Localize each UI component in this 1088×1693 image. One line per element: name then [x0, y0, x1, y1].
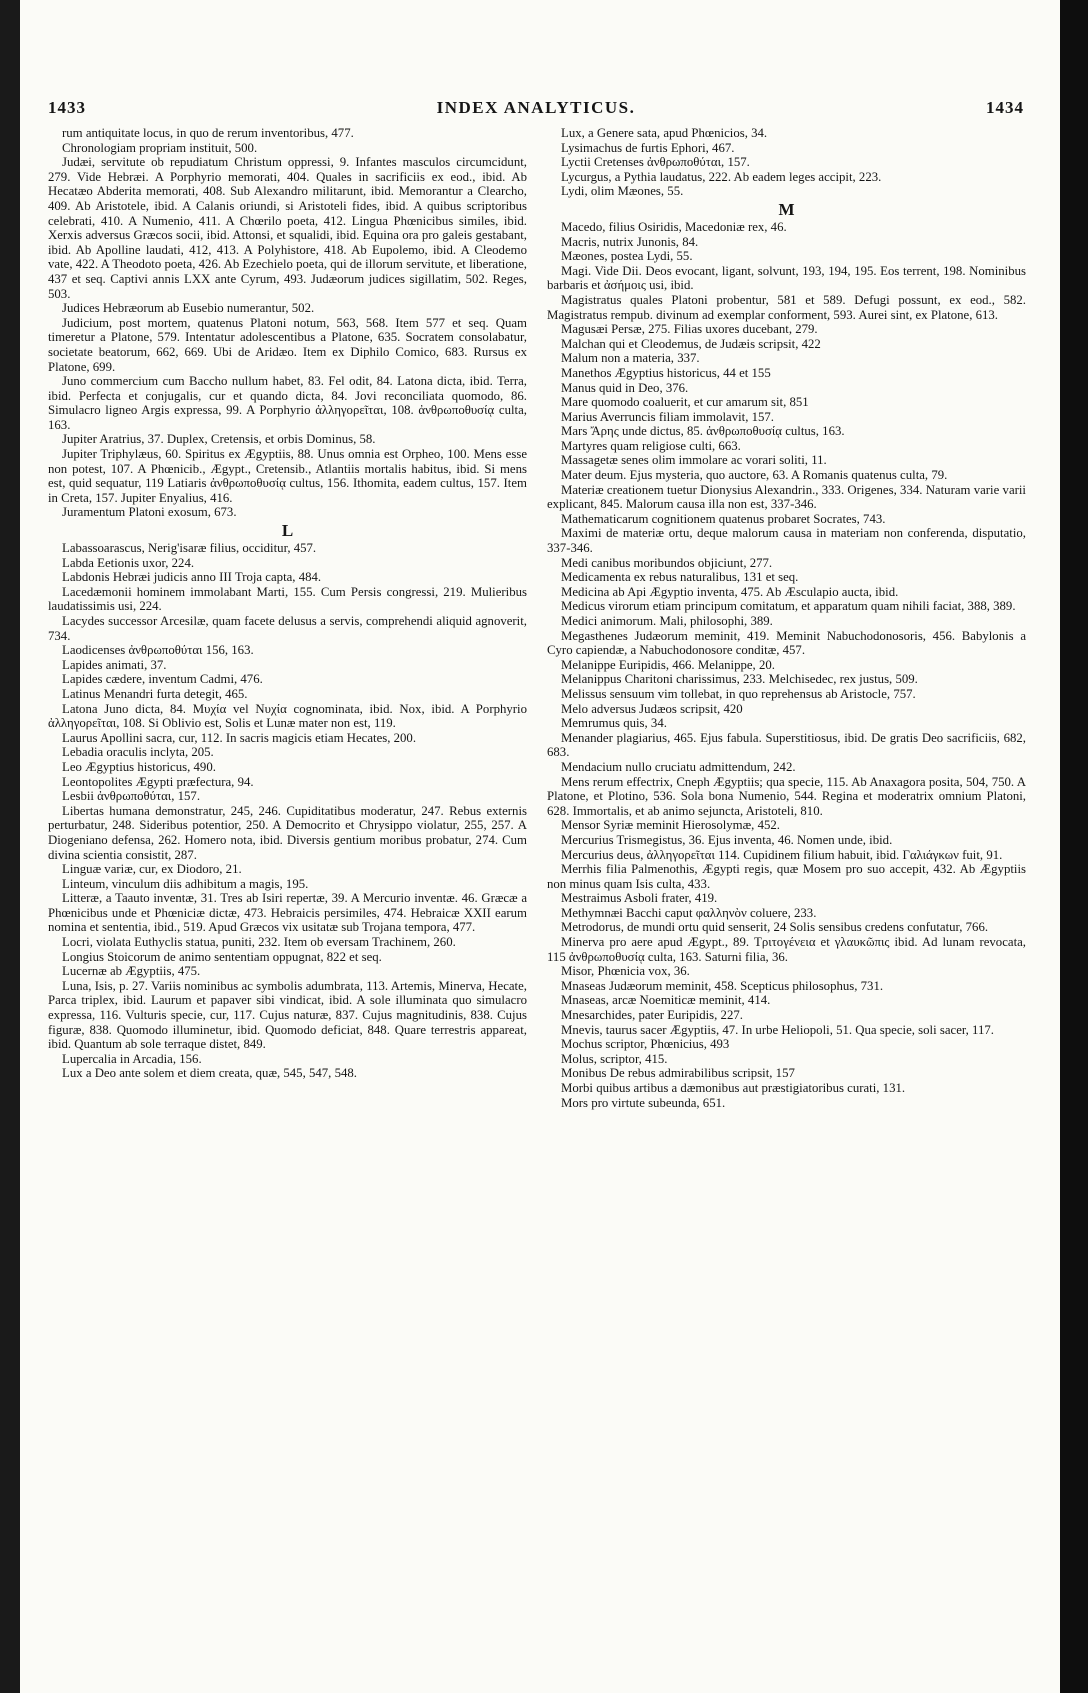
index-entry: Lapides cædere, inventum Cadmi, 476. [62, 672, 263, 687]
index-entry: Mercurius deus, ἀλληγορεῖται 114. Cupidinem filium habuit, ibid. Γαλιάγκων fuit, 91. [561, 847, 1003, 862]
index-entry: Methymnæi Bacchi caput φαλληνὸν coluere, 233. [561, 905, 817, 920]
index-entry: Maximi de materiæ ortu, deque malorum causa in materiam non conferenda, disputatio, 337-346. [547, 526, 1026, 556]
index-entry: Marius Averruncis filiam immolavit, 157. [561, 409, 775, 424]
index-entry: Mors pro virtute subeunda, 651. [561, 1095, 726, 1110]
index-entry: Mnesarchides, pater Euripidis, 227. [561, 1008, 743, 1023]
index-entry: Juramentum Platoni exosum, 673. [62, 505, 237, 520]
index-entry: Medicamenta ex rebus naturalibus, 131 et seq. [561, 570, 799, 585]
index-entry: Lyctii Cretenses ἀνθρωποθύται, 157. [561, 155, 750, 170]
scan-edge [1060, 0, 1088, 1693]
index-entry: Judicium, post mortem, quatenus Platoni notum, 563, 568. Item 577 et seq. Quam timeretur a Platone, 579. Intentatur adolescentibus a Platone, 635. Socratem consolabatur, societate beatorum, 662, 669. Ubi de Aridæo. Item ex Diphilo Comico, 683. Rursus ex Platone, 699. [48, 315, 527, 374]
index-entry: Misor, Phœnicia vox, 36. [561, 964, 690, 979]
index-entry: Megasthenes Judæorum meminit, 419. Meminit Nabuchodonosoris, 456. Babylonis a Cyro capiendæ, a Nabuchodonosore conditæ, 457. [547, 628, 1026, 658]
index-entry: Labassoarascus, Nerig'isaræ filius, occiditur, 457. [62, 541, 317, 556]
index-entry: Lucernæ ab Ægyptiis, 475. [62, 964, 201, 979]
index-entry: Medici animorum. Mali, philosophi, 389. [561, 614, 773, 628]
index-entry: Laurus Apollini sacra, cur, 112. In sacris magicis etiam Hecates, 200. [62, 730, 417, 745]
index-entry: Materiæ creationem tuetur Dionysius Alexandrin., 333. Origenes, 334. Naturam varie varii explicant, 845. Malorum causa illa non est, 337-346. [547, 482, 1026, 512]
index-entry: Labdonis Hebræi judicis anno III Troja capta, 484. [62, 570, 322, 585]
index-entry: Manus quid in Deo, 376. [561, 380, 689, 395]
index-entry: Mnevis, taurus sacer Ægyptiis, 47. In urbe Heliopoli, 51. Qua specie, soli sacer, 117. [561, 1022, 994, 1037]
index-entry: Luna, Isis, p. 27. Variis nominibus ac symbolis adumbrata, 113. Artemis, Minerva, Hecate, Parca triplex, ibid. Laurum et papaver sibi vindicat, ibid. A sole illuminata quo simulacro expressa, 116. Vulturis specie, cur, 117. Cujus naturæ, 837. Cujus magnitudinis, 838. Cujus figuræ, 838. Quomodo illuminetur, ibid. Quomodo deficiat, 848. Quare terrestris appareat, ibid. Quantum ab sole terraque distet, 849. [48, 978, 527, 1052]
index-entry: Lux, a Genere sata, apud Phœnicios, 34. [561, 126, 768, 140]
index-entry: Minerva pro aere apud Ægypt., 89. Τριτογένεια et γλαυκῶπις ibid. Ad lunam revocata, 115 ἀνθρωποθυσίᾳ culta, 163. Saturni filia, 36. [547, 935, 1026, 964]
index-entry: Malum non a materia, 337. [561, 351, 700, 366]
index-entry: Molus, scriptor, 415. [561, 1051, 668, 1066]
index-entry: Judices Hebræorum ab Eusebio numerantur, 502. [62, 301, 315, 316]
index-entry: Manethos Ægyptius historicus, 44 et 155 [561, 365, 771, 380]
index-entry: Mater deum. Ejus mysteria, quo auctore, 63. A Romanis quatenus culta, 79. [561, 468, 948, 483]
index-entry: Mathematicarum cognitionem quatenus probaret Socrates, 743. [561, 511, 886, 526]
index-entry: Lydi, olim Mæones, 55. [561, 184, 684, 199]
index-entry: Latona Juno dicta, 84. Μυχία vel Νυχία cognominata, ibid. Nox, ibid. A Porphyrio ἀλληγορεῖται, 108. Si Oblivio est, Solis et Lunæ mater non est, 119. [48, 701, 527, 731]
index-entry: Mochus scriptor, Phœnicius, 493 [561, 1037, 730, 1052]
index-entry: Lebadia oraculis inclyta, 205. [62, 745, 214, 760]
index-entry: Locri, violata Euthyclis statua, puniti, 232. Item ob eversam Trachinem, 260. [62, 935, 456, 950]
index-entry: Medicina ab Api Ægyptio inventa, 475. Ab Æsculapio aucta, ibid. [561, 584, 899, 599]
index-entry: Lapides animati, 37. [62, 657, 167, 672]
index-entry: rum antiquitate locus, in quo de rerum inventoribus, 477. [62, 126, 354, 140]
index-entry: Leo Ægyptius historicus, 490. [62, 759, 216, 774]
index-entry: Litteræ, a Taauto inventæ, 31. Tres ab Isiri repertæ, 39. A Mercurio inventæ. 46. Græcæ a Phœnicibus unde et Phœniciæ dictæ, 473. Hebraicis persimiles, 474. Hebraicæ XXII earum nomina et sententia, ibid., 519. Apud Græcos vix usitatæ sub Trojana tempora, 477. [48, 891, 527, 935]
index-entry: Mare quomodo coaluerit, et cur amarum sit, 851 [561, 395, 809, 410]
index-entry: Malchan qui et Cleodemus, de Judæis scripsit, 422 [561, 336, 821, 351]
index-entry: Mestraimus Asboli frater, 419. [561, 891, 718, 906]
left-column [48, 126, 527, 1673]
index-entry: Lux a Deo ante solem et diem creata, quæ, 545, 547, 548. [62, 1066, 357, 1081]
index-entry: Melanippus Charitoni charissimus, 233. Melchisedec, rex justus, 509. [561, 672, 918, 687]
index-entry: Monibus De rebus admirabilibus scripsit, 157 [561, 1066, 795, 1081]
index-entry: Lacydes successor Arcesilæ, quam facete delusus a servis, comprehendi aliquid agnoverit, 734. [48, 614, 527, 643]
index-entry: Mensor Syriæ meminit Hierosolymæ, 452. [561, 818, 780, 833]
page-number-left: 1433 [48, 98, 86, 117]
right-column [547, 126, 1026, 1673]
index-columns [48, 126, 1026, 1673]
index-entry: Lupercalia in Arcadia, 156. [62, 1051, 202, 1066]
index-entry: Mars Ἄρης unde dictus, 85. ἀνθρωποθυσίᾳ cultus, 163. [561, 424, 845, 439]
index-entry: Libertas humana demonstratur, 245, 246. Cupiditatibus moderatur, 247. Rebus externis perturbatur, 248. Sideribus potentior, 250. A Democrito et Chrysippo violatur, 255, 257. A Diogeniano defensa, 262. Homero nota, ibid. Diversis gentium moribus probatur, 274. Cum divina scientia consistit, 287. [48, 803, 527, 862]
index-entry: Longius Stoicorum de animo sententiam oppugnat, 822 et seq. [62, 949, 382, 964]
index-entry: Mnaseas Judæorum meminit, 458. Scepticus philosophus, 731. [561, 978, 884, 993]
section-letter: M [778, 199, 795, 219]
page-title: INDEX ANALYTICUS. [436, 98, 636, 117]
running-header [48, 98, 1024, 122]
index-entry: Mæones, postea Lydi, 55. [561, 249, 693, 264]
index-entry: Magusæi Persæ, 275. Filias uxores ducebant, 279. [561, 322, 818, 337]
index-entry: Melo adversus Judæos scripsit, 420 [561, 701, 743, 716]
index-entry: Jupiter Aratrius, 37. Duplex, Cretensis, et orbis Dominus, 58. [62, 432, 376, 447]
index-entry: Morbi quibus artibus a dæmonibus aut præstigiatoribus curati, 131. [561, 1081, 906, 1095]
index-entry: Medicus virorum etiam principum comitatum, et apparatum quam nihili faciat, 388, 389. [561, 599, 1016, 614]
index-entry: Merrhis filia Palmenothis, Ægypti regis, quæ Mosem pro suo accepit, 432. Ab Ægyptiis non minus quam Isis culta, 433. [547, 862, 1026, 891]
index-entry: Magi. Vide Dii. Deos evocant, ligant, solvunt, 193, 194, 195. Eos terrent, 198. Nominibus barbaris et ἀσήμοις usi, ibid. [547, 263, 1026, 293]
index-entry: Mercurius Trismegistus, 36. Ejus inventa, 46. Nomen unde, ibid. [561, 832, 893, 847]
index-entry: Metrodorus, de mundi ortu quid senserit, 24 Solis sensibus credens confutatur, 766. [561, 920, 989, 935]
index-entry: Latinus Menandri furta detegit, 465. [62, 686, 248, 701]
index-entry: Chronologiam propriam instituit, 500. [62, 140, 258, 155]
index-entry: Leontopolites Ægypti præfectura, 94. [62, 774, 254, 789]
index-entry: Martyres quam religiose culti, 663. [561, 438, 741, 453]
index-entry: Magistratus quales Platoni probentur, 581 et 589. Defugi possunt, ex eod., 582. Magistratus rempub. divinum ad exemplar conforment, 593. Aurei sint, ex Platone, 613. [547, 292, 1026, 322]
index-entry: Macris, nutrix Junonis, 84. [561, 234, 699, 249]
index-entry: Lysimachus de furtis Ephori, 467. [561, 140, 735, 155]
index-entry: Mnaseas, arcæ Noemiticæ meminit, 414. [561, 993, 771, 1008]
index-entry: Judæi, servitute ob repudiatum Christum oppressi, 9. Infantes masculos circumcidunt, 279. Vide Hebræi. A Porphyrio memorati, 404. Quales in sacrificiis ex eod., ibid. Ab Hecatæo Abderita memorati, 408. Sub Alexandro militarunt, ibid. Memorantur a Clearcho, 409. Ab Aristotele, ibid. A Calanis oriundi, si Aristoteli fides, ibid. A quibus scriptoribus celebrati, 410. A Numenio, 411. A Chœrilo poeta, 412. Lingua Phœnicibus similes, ibid. Xerxis adversus Græcos socii, ibid. Attonsi, et squalidi, ibid. Equina ora pro galeis gestabant, ibid. Ab Apolline laudati, 412, 413. A Polyhistore, 418. Ab Eupolemo, ibid. A Cleodemo vate, 422. A Theodoto poeta, 426. Ab Ezechielo poeta, qui de illorum servitute, et liberatione, 437 et seq. Captivi annis LXX ante Cyrum, 493. Judæorum judices sigillatim, 502. Reges, 503. [48, 155, 527, 301]
index-entry: Laodicenses ἀνθρωποθύται 156, 163. [62, 643, 254, 658]
index-entry: Menander plagiarius, 465. Ejus fabula. Superstitiosus, ibid. De gratis Deo sacrificiis, 682, 683. [547, 730, 1026, 760]
index-entry: Massagetæ senes olim immolare ac vorari soliti, 11. [561, 453, 827, 468]
index-entry: Jupiter Triphylæus, 60. Spiritus ex Ægyptiis, 88. Unus omnia est Orpheo, 100. Mens esse non potest, 107. A Phœnicib., Ægypt., Cretensib., Atlantiis mortalis habitus, ibid. Si mens est, quid sequatur, 119 Latiaris ἀνθρωποθυσίᾳ cultus, 156. Ithomita, eadem cultus, 157. Item in Creta, 157. Jupiter Enyalius, 416. [48, 447, 527, 505]
index-entry: Memrumus quis, 34. [561, 716, 667, 731]
index-entry: Medi canibus moribundos objiciunt, 277. [561, 555, 773, 570]
index-entry: Labda Eetionis uxor, 224. [62, 555, 195, 570]
index-entry: Juno commercium cum Baccho nullum habet, 83. Fel odit, 84. Latona dicta, ibid. Terra, ibid. Perfecta et conjugalis, cur et quando dicta, 84. Jovi reconciliata quomodo, 86. Simulacro ligneo Argis expressa, 99. A Porphyrio ἀλληγορεῖται, 108. ἀνθρωποθυσίᾳ culta, 163. [48, 374, 527, 432]
index-entry: Linteum, vinculum diis adhibitum a magis, 195. [62, 876, 309, 891]
index-entry: Melanippe Euripidis, 466. Melanippe, 20. [561, 657, 775, 672]
index-entry: Melissus sensuum vim tollebat, in quo reprehensus ab Aristocle, 757. [561, 686, 916, 701]
index-entry: Mendacium nullo cruciatu admittendum, 242. [561, 759, 796, 774]
section-letter: L [281, 521, 294, 541]
index-entry: Mens rerum effectrix, Cneph Ægyptiis; qua specie, 115. Ab Anaxagora posita, 504, 750. A Platone, et Plotino, 536. Sola bona Numenio, 544. Regina et moderatrix omnium Platoni, 628. Immortalis, et ab animo sejuncta, Aristoteli, 810. [547, 774, 1026, 818]
page-number-right: 1434 [985, 98, 1024, 117]
index-entry: Lacedæmonii hominem immolabant Marti, 155. Cum Persis congressi, 219. Mulieribus laudatissimis usi, 224. [48, 584, 527, 614]
index-entry: Linguæ variæ, cur, ex Diodoro, 21. [62, 862, 242, 877]
book-page [20, 0, 1060, 1693]
index-entry: Macedo, filius Osiridis, Macedoniæ rex, 46. [561, 219, 787, 234]
index-entry: Lesbii ἀνθρωποθύται, 157. [62, 789, 201, 804]
index-entry: Lycurgus, a Pythia laudatus, 222. Ab eadem leges accipit, 223. [561, 169, 882, 184]
